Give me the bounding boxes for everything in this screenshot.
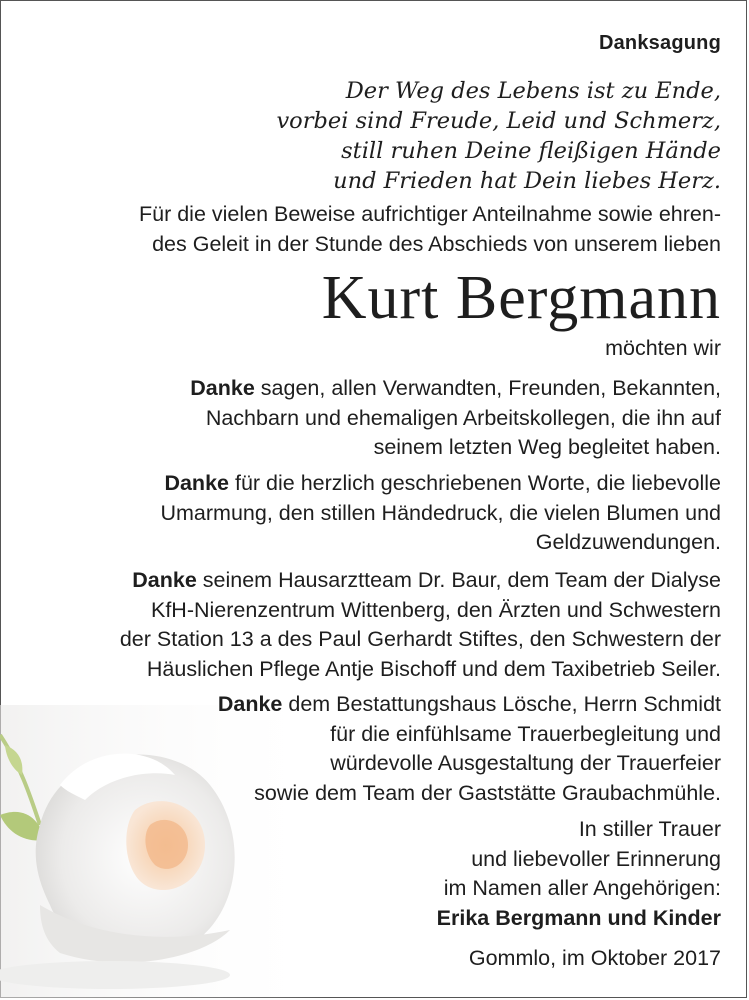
thanks-line: würdevolle Ausgestaltung der Trauerfeier (330, 751, 721, 775)
thanks-line: für die herzlich geschriebenen Worte, die liebevolle (229, 471, 721, 495)
thanks-line: dem Bestattungshaus Lösche, Herrn Schmidt (282, 692, 721, 716)
thanks-line: sagen, allen Verwandten, Freunden, Bekannten, (254, 376, 721, 400)
thanks-line: seinem Hausarztteam Dr. Baur, dem Team der Dialyse (196, 568, 721, 592)
poem (276, 76, 721, 196)
danke-word: Danke (190, 376, 255, 400)
thanks-paragraph-4 (218, 690, 721, 808)
thanks-line: Geldzuwendungen. (535, 530, 721, 554)
closing-line: In stiller Trauer (578, 817, 721, 841)
thanks-paragraph-2 (160, 469, 721, 558)
thanks-paragraph-3 (120, 566, 721, 684)
thanks-line: für die einfühlsame Trauerbegleitung und (330, 721, 721, 746)
thanks-line: Häuslichen Pflege Antje Bischoff und dem Taxibetrieb Seiler. (146, 656, 721, 681)
intro-line: des Geleit in der Stunde des Abschieds von unserem lieben (152, 231, 721, 256)
notice-heading: Danksagung (598, 32, 721, 54)
closing-block (437, 815, 721, 933)
moechten-wir-line: möchten wir (605, 336, 721, 360)
poem-line: vorbei sind Freude, Leid und Schmerz, (276, 108, 721, 134)
intro-paragraph (139, 200, 721, 259)
closing-line: im Namen aller Angehörigen: (443, 876, 721, 900)
place-date: Gommlo, im Oktober 2017 (468, 946, 721, 970)
poem-line: Der Weg des Lebens ist zu Ende, (345, 78, 721, 104)
thanks-line: Nachbarn und ehemaligen Arbeitskollegen, die ihn auf (205, 405, 721, 430)
deceased-name: Kurt Bergmann (321, 264, 721, 332)
poem-line: und Frieden hat Dein liebes Herz. (333, 168, 721, 194)
closing-line: und liebevoller Erinnerung (471, 846, 721, 871)
danke-word: Danke (164, 471, 229, 495)
poem-line: still ruhen Deine fleißigen Hände (341, 138, 721, 164)
danke-word: Danke (217, 692, 283, 716)
signature: Erika Bergmann und Kinder (436, 905, 721, 930)
danke-word: Danke (132, 568, 197, 592)
thanks-line: Umarmung, den stillen Händedruck, die vielen Blumen und (160, 500, 721, 525)
thanks-line: der Station 13 a des Paul Gerhardt Stiftes, den Schwestern der (119, 627, 721, 651)
intro-line: Für die vielen Beweise aufrichtiger Anteilnahme sowie ehren- (138, 202, 721, 226)
thanks-line: seinem letzten Weg begleitet haben. (373, 435, 721, 459)
thanks-line: KfH-Nierenzentrum Wittenberg, den Ärzten und Schwestern (150, 597, 721, 622)
thanks-paragraph-1 (190, 374, 721, 463)
thanks-line: sowie dem Team der Gaststätte Graubachmühle. (254, 780, 721, 805)
